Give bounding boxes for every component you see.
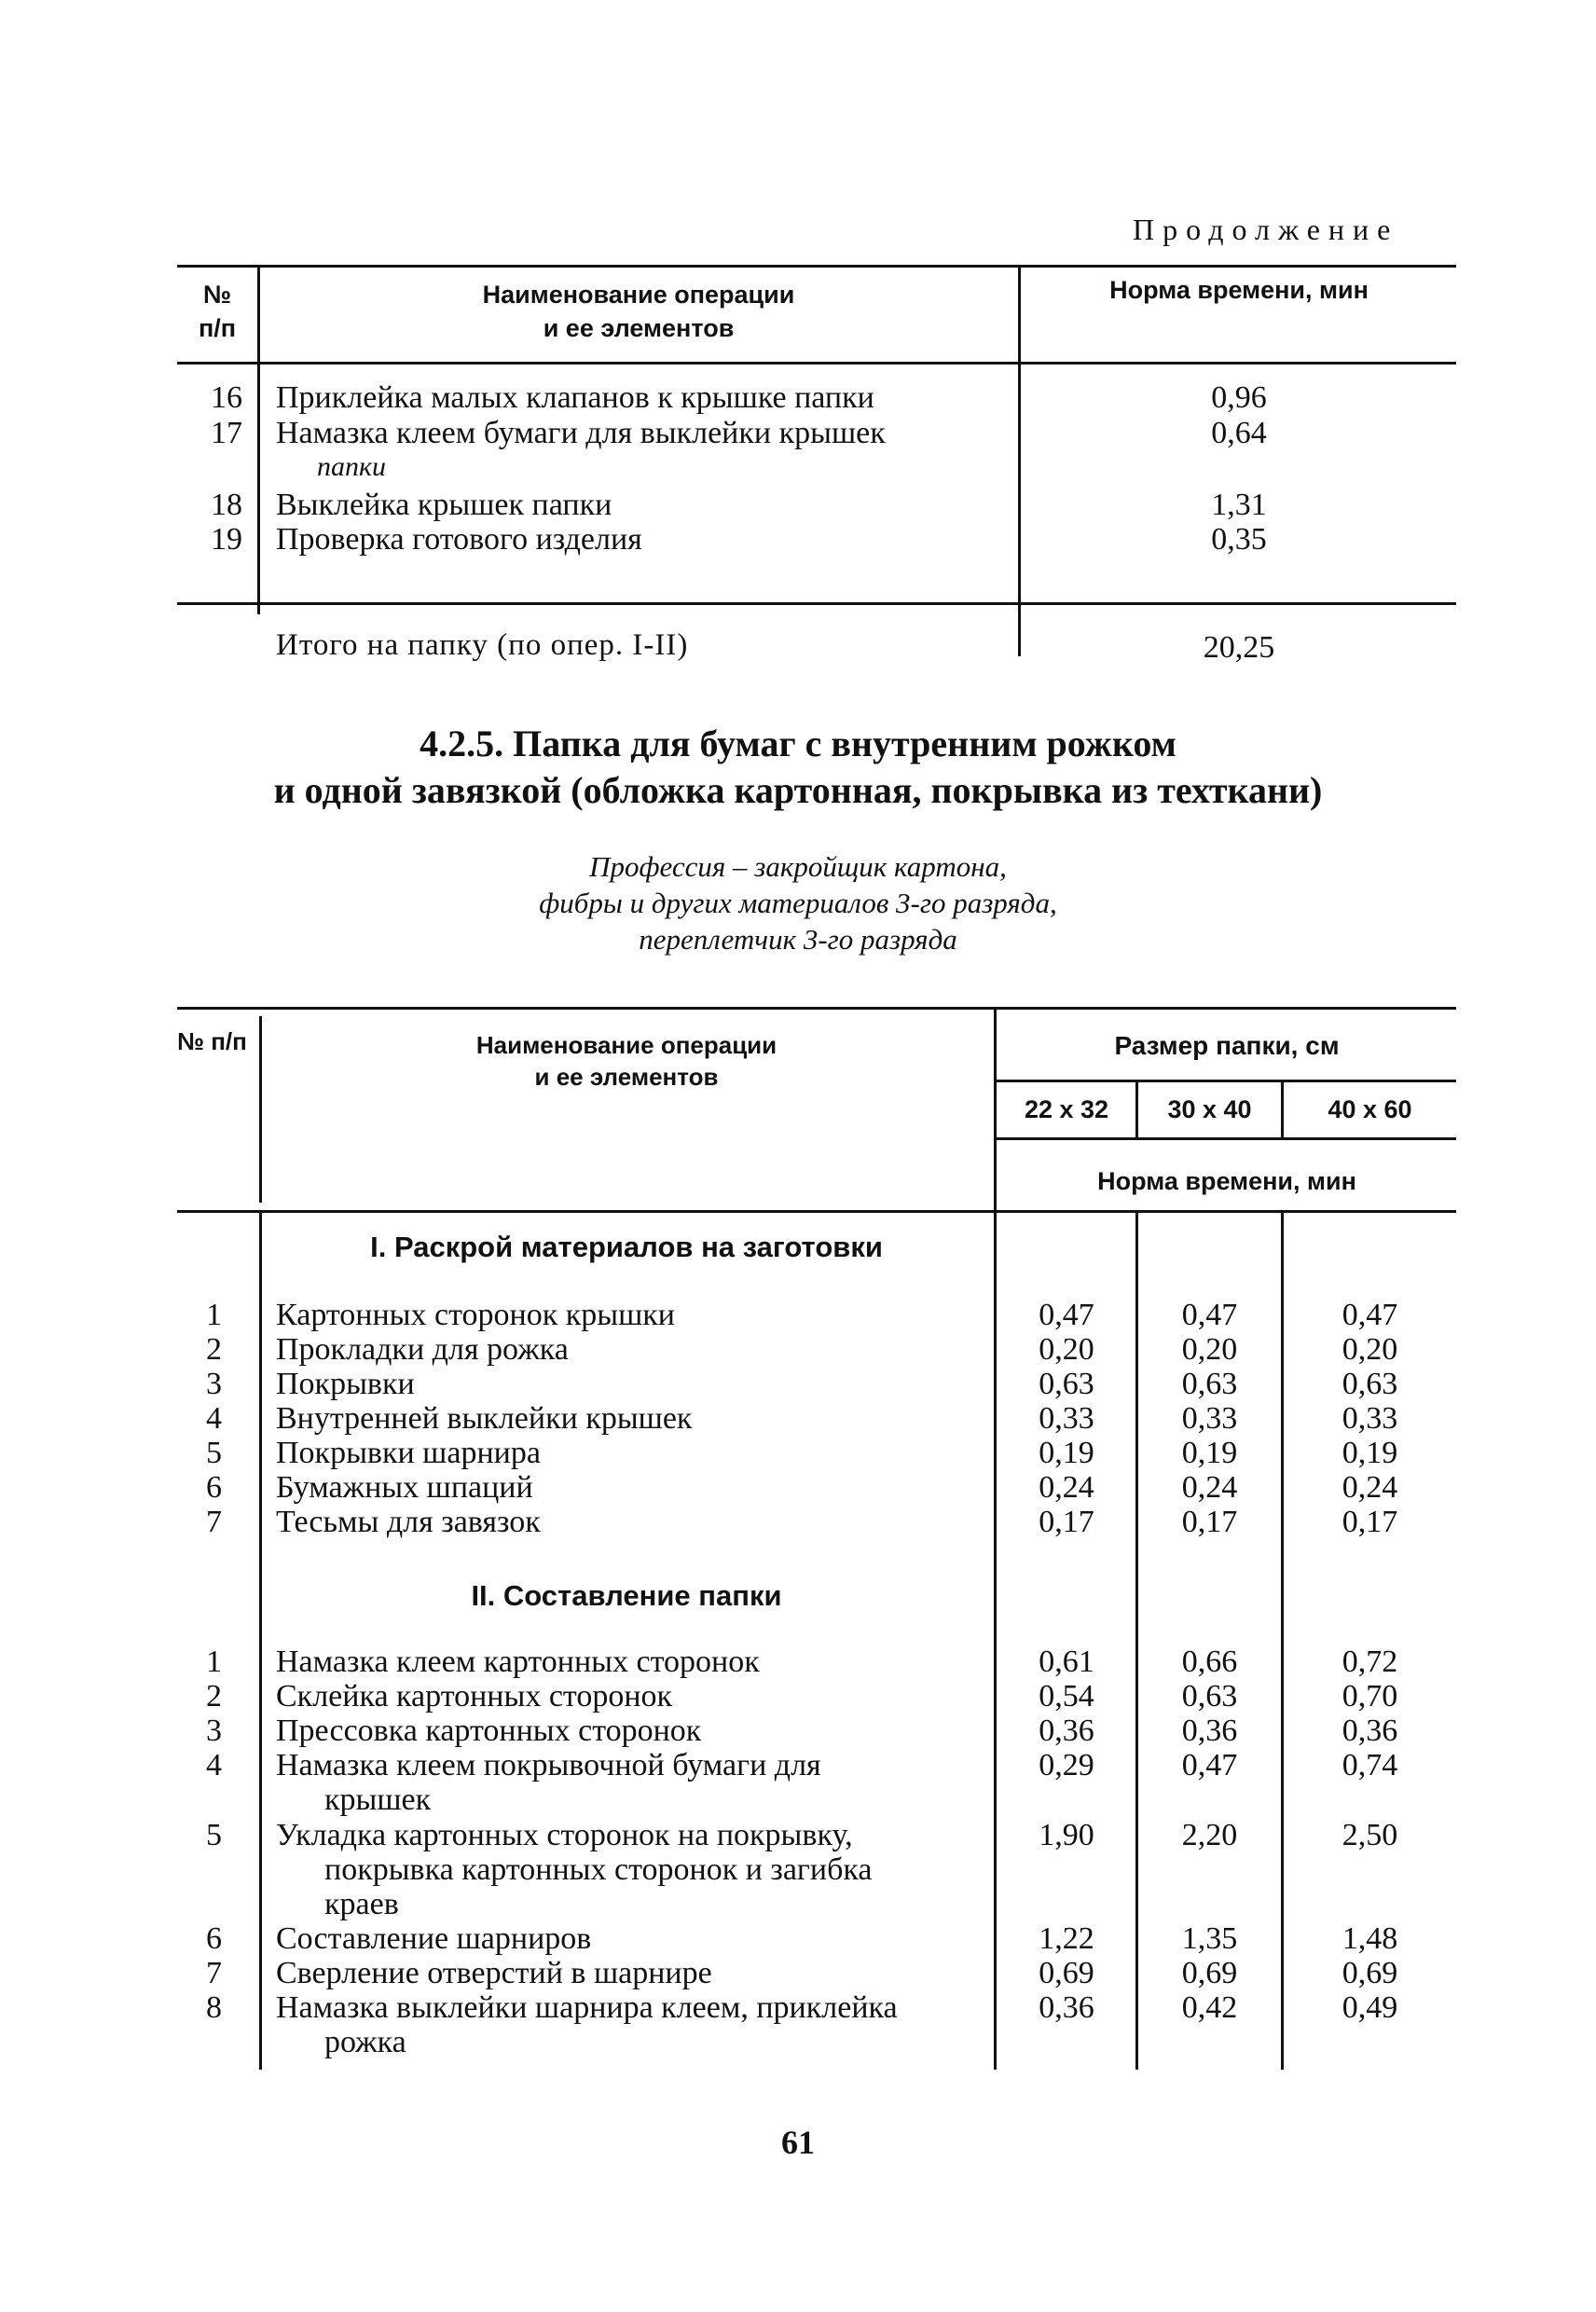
col-header-norm: Норма времени, мин [1109, 276, 1369, 304]
row-operation: Прессовка картонных сторонок [276, 1713, 702, 1748]
row-operation: Тесьмы для завязок [276, 1505, 541, 1539]
row-norm-value: 0,17 [1341, 1505, 1398, 1539]
row-norm-value: 0,74 [1341, 1748, 1398, 1782]
profession-line1: Профессия – закройщик картона, [589, 850, 1007, 883]
table-col-divider [259, 1210, 262, 2070]
col-header-operation: Наименование операции и ее элементов [475, 1031, 777, 1091]
row-number: 18 [211, 488, 242, 522]
row-norm-value: 0,19 [1181, 1436, 1238, 1470]
table-col-divider [259, 1016, 262, 1203]
continuation-label: Продолжение [1133, 213, 1399, 246]
row-operation-cont: папки [317, 451, 387, 482]
row-norm-value: 0,47 [1039, 1298, 1094, 1332]
col-header-size-2: 30 х 40 [1167, 1095, 1252, 1123]
section-title-line2: и одной завязкой (обложка картонная, покрывка из техткани) [273, 769, 1323, 811]
row-norm-value: 0,54 [1039, 1679, 1094, 1713]
row-number: 19 [211, 522, 242, 557]
row-norm-value: 0,35 [1211, 522, 1267, 557]
row-norm-value: 0,19 [1341, 1436, 1398, 1470]
row-norm-value: 0,36 [1039, 1713, 1094, 1748]
col-header-size: Размер папки, см [1114, 1031, 1340, 1060]
row-operation: Намазка клеем картонных сторонок [276, 1645, 760, 1679]
row-operation: Выклейка крышек папки [276, 488, 612, 522]
row-norm-value: 0,36 [1181, 1713, 1238, 1748]
row-norm-value: 1,48 [1341, 1921, 1398, 1956]
row-number: 2 [206, 1332, 222, 1367]
row-norm-value: 0,17 [1039, 1505, 1094, 1539]
row-norm-value: 1,35 [1181, 1921, 1238, 1956]
row-operation: Склейка картонных сторонок [276, 1679, 673, 1713]
row-number: 5 [206, 1436, 222, 1470]
row-operation-cont: покрывка картонных сторонок и загибка [324, 1852, 873, 1887]
table-top-rule [177, 1007, 1456, 1010]
row-number: 3 [206, 1713, 222, 1748]
row-operation-cont: крышек [324, 1782, 432, 1817]
row-number: 1 [206, 1298, 222, 1332]
row-norm-value: 0,69 [1341, 1956, 1398, 1990]
row-norm-value: 0,63 [1181, 1679, 1238, 1713]
row-operation: Сверление отверстий в шарнире [276, 1956, 712, 1990]
row-norm-value: 0,49 [1341, 1990, 1398, 2025]
row-number: 5 [206, 1818, 222, 1852]
row-norm-value: 0,36 [1039, 1990, 1094, 2025]
row-number: 17 [211, 416, 242, 450]
row-number: 3 [206, 1367, 222, 1401]
row-number: 7 [206, 1956, 222, 1990]
row-operation: Составление шарниров [276, 1921, 592, 1956]
row-norm-value: 0,63 [1039, 1367, 1094, 1401]
col-header-size-1: 22 х 32 [1024, 1095, 1109, 1123]
col-header-number: № п/п [177, 1027, 247, 1055]
row-norm-value: 2,20 [1181, 1818, 1238, 1852]
row-norm-value: 0,17 [1181, 1505, 1238, 1539]
row-norm-value: 0,72 [1341, 1645, 1398, 1679]
row-norm-value: 0,69 [1039, 1956, 1094, 1990]
row-norm-value: 0,47 [1341, 1298, 1398, 1332]
row-operation: Прокладки для рожка [276, 1332, 569, 1367]
row-norm-value: 0,69 [1181, 1956, 1238, 1990]
row-number: 8 [206, 1990, 222, 2025]
row-operation: Внутренней выклейки крышек [276, 1401, 693, 1436]
row-operation: Покрывки [276, 1367, 415, 1401]
page-number: 61 [781, 2124, 815, 2161]
row-norm-value: 0,19 [1039, 1436, 1094, 1470]
row-norm-value: 0,24 [1341, 1470, 1398, 1505]
row-norm-value: 0,47 [1181, 1298, 1238, 1332]
row-norm-value: 0,24 [1039, 1470, 1094, 1505]
row-norm-value: 0,42 [1181, 1990, 1238, 2025]
row-norm-value: 0,20 [1181, 1332, 1238, 1367]
profession-line2: фибры и других материалов 3-го разряда, [539, 887, 1057, 919]
row-number: 7 [206, 1505, 222, 1539]
group-title-2: II. Составление папки [471, 1579, 782, 1612]
row-operation: Намазка выклейки шарнира клеем, приклейка [276, 1990, 898, 2025]
row-operation: Покрывки шарнира [276, 1436, 541, 1470]
row-norm-value: 1,22 [1039, 1921, 1094, 1956]
row-norm-value: 0,61 [1039, 1645, 1094, 1679]
row-number: 16 [211, 380, 242, 415]
row-norm-value: 0,64 [1211, 416, 1267, 450]
row-norm-value: 0,24 [1181, 1470, 1238, 1505]
row-operation: Проверка готового изделия [276, 522, 642, 557]
col-header-size-3: 40 х 60 [1328, 1095, 1412, 1123]
table-col-divider [994, 1007, 997, 2070]
table-header-rule [177, 1210, 1456, 1213]
row-norm-value: 0,33 [1181, 1401, 1238, 1436]
group-title-1: I. Раскрой материалов на заготовки [370, 1231, 883, 1263]
total-value: 20,25 [1203, 630, 1275, 665]
row-number: 4 [206, 1748, 222, 1782]
profession-line3: переплетчик 3-го разряда [639, 923, 957, 956]
total-label: Итого на папку (по опер. I-II) [276, 628, 689, 662]
row-norm-value: 0,66 [1181, 1645, 1238, 1679]
row-norm-value: 0,29 [1039, 1748, 1094, 1782]
row-norm-value: 0,20 [1341, 1332, 1398, 1367]
row-norm-value: 1,90 [1039, 1818, 1094, 1852]
row-norm-value: 0,63 [1181, 1367, 1238, 1401]
row-number: 4 [206, 1401, 222, 1436]
col-header-operation: Наименование операции и ее элементов [482, 281, 795, 342]
row-operation-cont: рожка [324, 2025, 406, 2059]
row-number: 6 [206, 1470, 222, 1505]
table-size-rule [994, 1137, 1456, 1140]
row-norm-value: 1,31 [1211, 488, 1267, 522]
row-operation: Приклейка малых клапанов к крышке папки [276, 380, 874, 415]
row-norm-value: 0,20 [1039, 1332, 1094, 1367]
row-number: 2 [206, 1679, 222, 1713]
row-operation: Бумажных шпаций [276, 1470, 533, 1505]
row-number: 1 [206, 1645, 222, 1679]
col-header-norm: Норма времени, мин [1097, 1167, 1356, 1195]
row-operation: Картонных сторонок крышки [276, 1298, 675, 1332]
row-operation: Намазка клеем бумаги для выклейки крышек [276, 416, 886, 450]
row-operation: Укладка картонных сторонок на покрывку, [276, 1818, 853, 1852]
row-number: 6 [206, 1921, 222, 1956]
row-operation-cont: краев [324, 1887, 399, 1921]
row-norm-value: 0,96 [1211, 380, 1267, 415]
table-size-rule [994, 1080, 1456, 1082]
row-norm-value: 0,63 [1341, 1367, 1398, 1401]
col-header-number: № п/п [198, 281, 237, 342]
row-norm-value: 0,70 [1341, 1679, 1398, 1713]
row-norm-value: 0,33 [1039, 1401, 1094, 1436]
row-norm-value: 0,33 [1341, 1401, 1398, 1436]
section-title-line1: 4.2.5. Папка для бумаг с внутренним рожком [420, 722, 1176, 764]
row-norm-value: 2,50 [1341, 1818, 1398, 1852]
row-norm-value: 0,47 [1181, 1748, 1238, 1782]
row-norm-value: 0,36 [1341, 1713, 1398, 1748]
row-operation: Намазка клеем покрывочной бумаги для [276, 1748, 821, 1782]
